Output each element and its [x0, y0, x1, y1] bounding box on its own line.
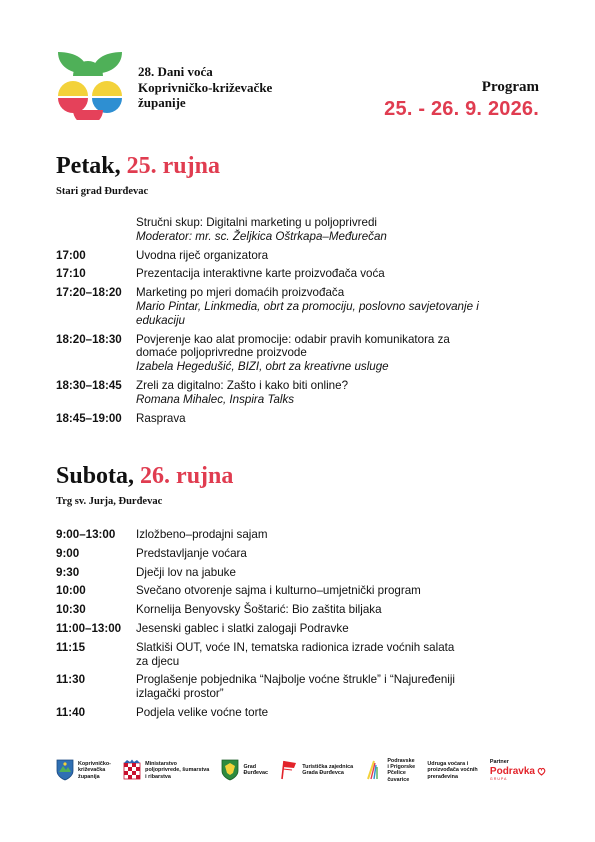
- logo-red-half: [73, 110, 103, 120]
- schedule-description: [136, 379, 546, 407]
- description-line: Marketing po mjeri domaćih proizvođača: [136, 286, 345, 300]
- schedule-time: 11:15: [56, 640, 86, 654]
- program-block: [384, 78, 539, 122]
- podravka-grupa: GRUPA: [489, 776, 508, 781]
- partner-label: Grad Đurđevac: [243, 764, 269, 777]
- saturday-schedule: [56, 528, 546, 725]
- description-line: Kornelija Benyovsky Šoštarić: Bio zaštita bilјaka: [136, 603, 382, 617]
- schedule-time: 18:30–18:45: [56, 378, 122, 392]
- partner-label: Ministarstvo poljoprivrede, šumarstva i ribarstva: [145, 761, 210, 780]
- description-line: za djecu: [136, 654, 180, 668]
- description-line: Proglašenje pobjednika “Najbolje voćne štrukle” i “Najuređeniji: [136, 673, 455, 687]
- schedule-time: 11:40: [56, 705, 86, 719]
- schedule-time: 17:10: [56, 267, 86, 281]
- schedule-description: [136, 566, 546, 580]
- schedule-time: 17:20–18:20: [56, 286, 122, 300]
- croatian-checker-icon: [123, 759, 141, 781]
- city-crest-icon: [221, 759, 239, 781]
- description-line: Stručni skup: Digitalni marketing u poljoprivredi: [136, 216, 378, 229]
- schedule-row: [56, 528, 546, 542]
- podravka-name: Podravka: [489, 765, 535, 777]
- schedule-time: 10:30: [56, 603, 86, 617]
- schedule-row: [56, 566, 546, 580]
- description-line: Prezentacija interaktivne karte proizvođača voća: [136, 267, 385, 281]
- schedule-row: [56, 267, 546, 281]
- schedule-description: [136, 547, 546, 561]
- schedule-description: [136, 622, 546, 636]
- logo-yellow-half: [58, 81, 88, 96]
- partner-ministry: [123, 759, 209, 781]
- schedule-time: 18:45–19:00: [56, 411, 122, 425]
- schedule-description: [136, 641, 546, 669]
- speaker-line: edukaciju: [136, 313, 185, 327]
- logo-yellow-half: [92, 81, 122, 96]
- description-line: Slatkiši OUT, voće IN, tematska radionica izrade voćnih salata: [136, 640, 455, 654]
- partner-podravka: [490, 759, 546, 782]
- schedule-description: [136, 412, 546, 426]
- partner-label: Podravske i Prigorske Pčelice čuvarice: [387, 758, 416, 783]
- bee-stripes-icon: [365, 759, 383, 781]
- partner-label: Udruga voćara i proizvođača voćnih prerađevina: [427, 761, 478, 780]
- description-line: Izložbeno–prodajni sajam: [136, 528, 268, 541]
- schedule-row: [56, 706, 546, 720]
- schedule-row: [56, 379, 546, 407]
- program-dates: 25. - 26. 9. 2026.: [384, 98, 539, 120]
- schedule-row: [56, 286, 546, 327]
- podravka-logo: [490, 766, 546, 777]
- coat-of-arms-icon: [56, 759, 74, 781]
- schedule-row: [56, 622, 546, 636]
- event-title: [138, 64, 272, 111]
- schedule-description: [136, 528, 546, 542]
- schedule-time: 11:30: [56, 673, 86, 687]
- description-line: Dječji lov na jabuke: [136, 565, 236, 579]
- schedule-description: [136, 584, 546, 598]
- partner-caption: Partner: [489, 758, 509, 765]
- schedule-row: [56, 333, 546, 374]
- schedule-row: [56, 603, 546, 617]
- speaker-line: Moderator: mr. sc. Željkica Oštrkapa–Međurečan: [136, 229, 387, 243]
- day-heading: [56, 152, 220, 180]
- saturday-header: [56, 462, 233, 507]
- description-line: Jesenski gablec i slatki zalogaji Podravke: [136, 621, 349, 635]
- description-line: domaće poljoprivredne proizvode: [136, 346, 307, 360]
- day-location: Stari grad Đurđevac: [56, 186, 149, 197]
- schedule-time: 17:00: [56, 248, 86, 262]
- podravka-heart-icon: [537, 767, 546, 776]
- description-line: Podjela velike voćne torte: [136, 705, 269, 719]
- day-location: Trg sv. Jurja, Đurđevac: [56, 496, 163, 507]
- description-line: Predstavljanje voćara: [136, 546, 247, 560]
- schedule-time: [56, 216, 136, 244]
- event-logo: [56, 52, 124, 120]
- speaker-line: Mario Pintar, Linkmedia, obrt za promociju, poslovno savjetovanje i: [136, 299, 479, 313]
- schedule-row: [56, 216, 546, 244]
- schedule-description: [136, 333, 546, 374]
- day-heading: [56, 462, 233, 490]
- schedule-row: [56, 249, 546, 263]
- partner-fruit-association: [427, 761, 477, 780]
- description-line: Povjerenje kao alat promocije: odabir pravih komunikatora za: [136, 332, 450, 346]
- tourism-flag-icon: [280, 759, 298, 781]
- schedule-row: [56, 584, 546, 598]
- schedule-time: 9:00: [56, 546, 80, 560]
- event-title-line: 28. Dani voća: [138, 64, 213, 79]
- day-date: 26. rujna: [140, 463, 234, 489]
- speaker-line: Izabela Hegedušić, BIZI, obrt za kreativne usluge: [136, 360, 389, 374]
- description-line: izlagački prostor”: [136, 687, 224, 701]
- event-title-line: Koprivničko-križevačke: [138, 79, 273, 95]
- schedule-description: [136, 249, 546, 263]
- partner-county: [56, 759, 111, 781]
- schedule-description: [136, 706, 546, 720]
- schedule-row: [56, 547, 546, 561]
- description-line: Uvodna riječ organizatora: [136, 248, 269, 262]
- schedule-time: 18:20–18:30: [56, 332, 122, 346]
- speaker-line: Romana Mihalec, Inspira Talks: [136, 392, 295, 406]
- partners-footer: [56, 758, 546, 783]
- schedule-time: 9:00–13:00: [56, 528, 116, 541]
- event-title-line: županije: [138, 95, 186, 110]
- description-line: Rasprava: [136, 411, 186, 425]
- description-line: Svečano otvorenje sajma i kulturno–umjetnički program: [136, 584, 421, 598]
- partner-tourism: [280, 759, 353, 781]
- partner-bees: [365, 758, 415, 783]
- schedule-row: [56, 641, 546, 669]
- partner-label: Turistička zajednica Grada Đurđevca: [302, 764, 354, 777]
- schedule-row: [56, 673, 546, 701]
- partner-label: Koprivničko- križevačka županija: [78, 761, 111, 780]
- schedule-row: [56, 412, 546, 426]
- schedule-description: [136, 267, 546, 281]
- schedule-time: 9:30: [56, 565, 80, 579]
- program-label: Program: [481, 79, 539, 95]
- day-name: Subota,: [56, 463, 135, 489]
- schedule-description: [136, 286, 546, 327]
- schedule-time: 10:00: [56, 584, 86, 598]
- schedule-description: [136, 673, 546, 701]
- friday-header: [56, 152, 220, 197]
- description-line: Zreli za digitalno: Zašto i kako biti online?: [136, 378, 349, 392]
- day-name: Petak,: [56, 153, 121, 179]
- schedule-description: [136, 216, 546, 244]
- partner-city: [221, 759, 268, 781]
- friday-schedule: [56, 216, 546, 430]
- schedule-description: [136, 603, 546, 617]
- schedule-time: 11:00–13:00: [56, 621, 122, 635]
- day-date: 25. rujna: [126, 153, 220, 179]
